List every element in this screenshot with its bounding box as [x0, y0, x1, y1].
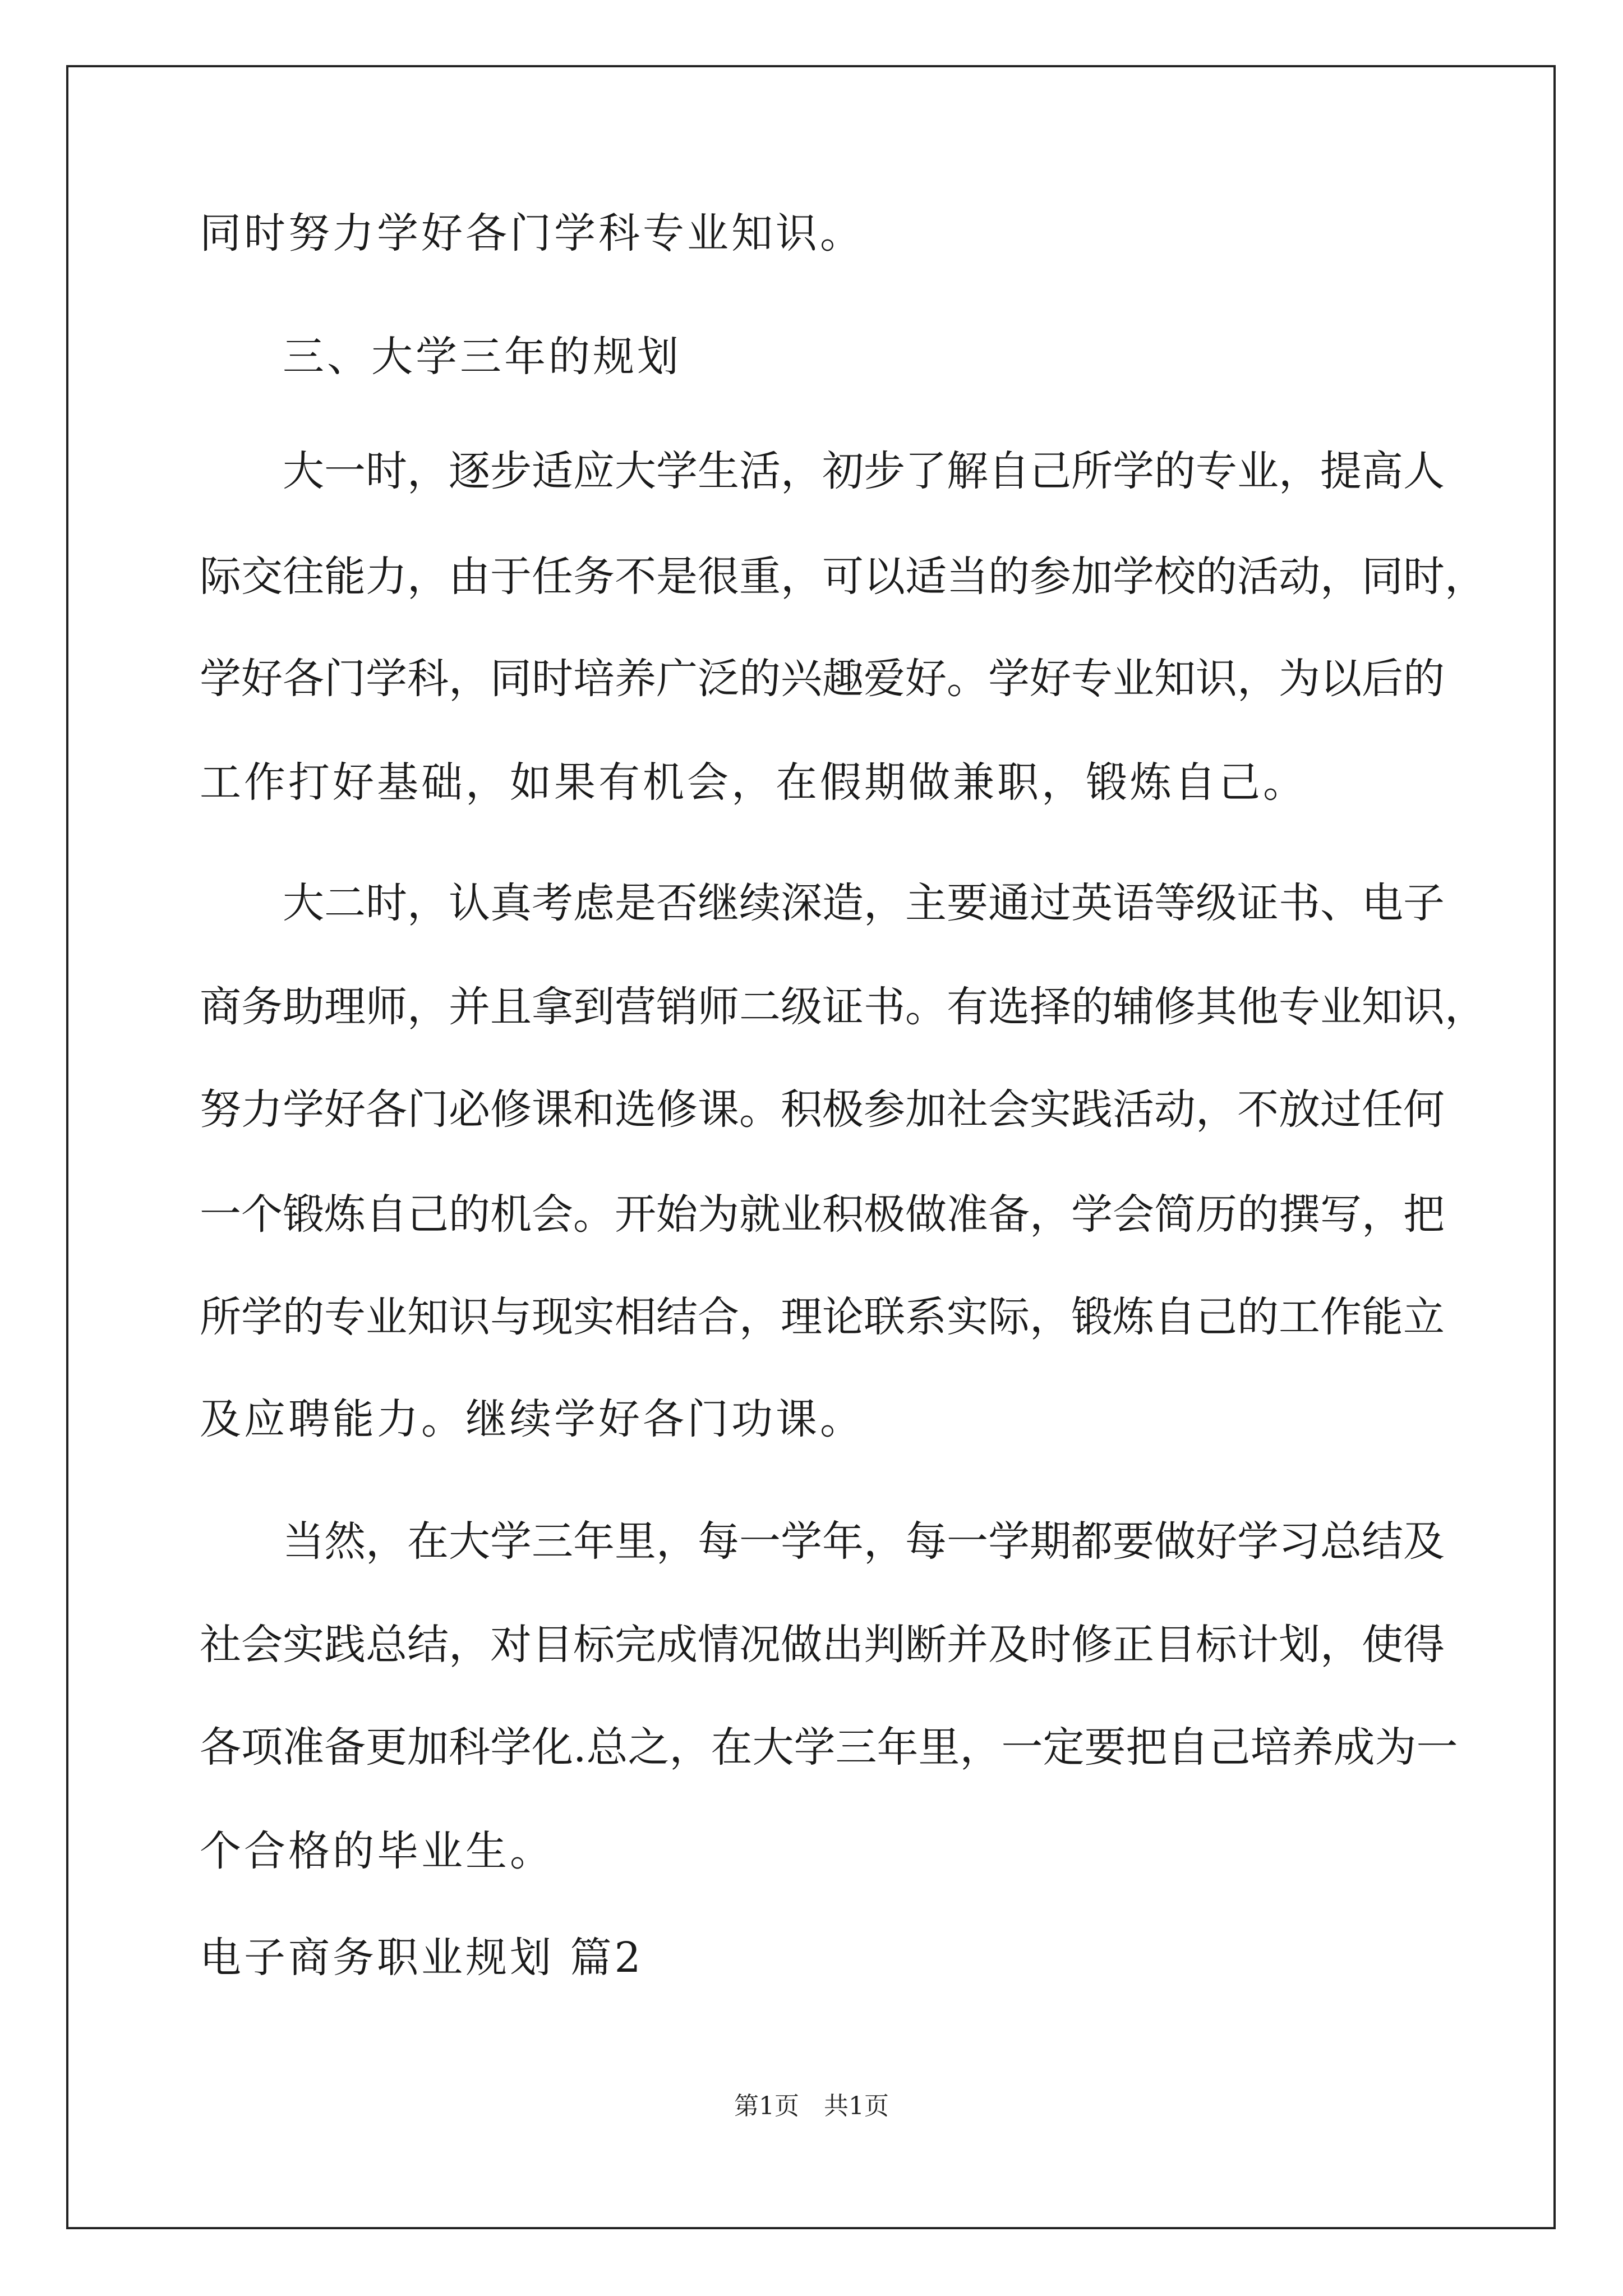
text-line: 个合格的毕业生。	[200, 1827, 554, 1875]
text-line: 所学的专业知识与现实相结合，理论联系实际，锻炼自己的工作能立	[200, 1293, 1445, 1341]
text-line: 工作打好基础，如果有机会，在假期做兼职，锻炼自己。	[200, 758, 1307, 807]
section-heading: 三、大学三年的规划	[283, 333, 681, 381]
text-line: 一个锻炼自己的机会。开始为就业积极做准备，学会简历的撰写，把	[200, 1190, 1445, 1239]
section-title: 电子商务职业规划 篇2	[200, 1934, 644, 1982]
text-line: 及应聘能力。继续学好各门功课。	[200, 1395, 864, 1443]
text-line: 商务助理师，并且拿到营销师二级证书。有选择的辅修其他专业知识，	[200, 983, 1486, 1031]
text-line: 大一时，逐步适应大学生活，初步了解自己所学的专业，提高人	[283, 447, 1445, 495]
text-line: 际交往能力，由于任务不是很重，可以适当的参加学校的活动，同时，	[200, 553, 1486, 601]
text-line: 当然，在大学三年里，每一学年，每一学期都要做好学习总结及	[283, 1517, 1445, 1566]
page-border	[66, 65, 1556, 2229]
text-line: 努力学好各门必修课和选修课。积极参加社会实践活动，不放过任何	[200, 1085, 1445, 1134]
text-line: 学好各门学科，同时培养广泛的兴趣爱好。学好专业知识，为以后的	[200, 655, 1445, 703]
text-line: 社会实践总结，对目标完成情况做出判断并及时修正目标计划，使得	[200, 1621, 1445, 1669]
text-line: 大二时，认真考虑是否继续深造，主要通过英语等级证书、电子	[283, 879, 1445, 927]
text-line: 各项准备更加科学化.总之，在大学三年里，一定要把自己培养成为一	[200, 1723, 1458, 1772]
page-number: 第1页 共1页	[734, 2092, 889, 2120]
text-line: 同时努力学好各门学科专业知识。	[200, 209, 864, 257]
